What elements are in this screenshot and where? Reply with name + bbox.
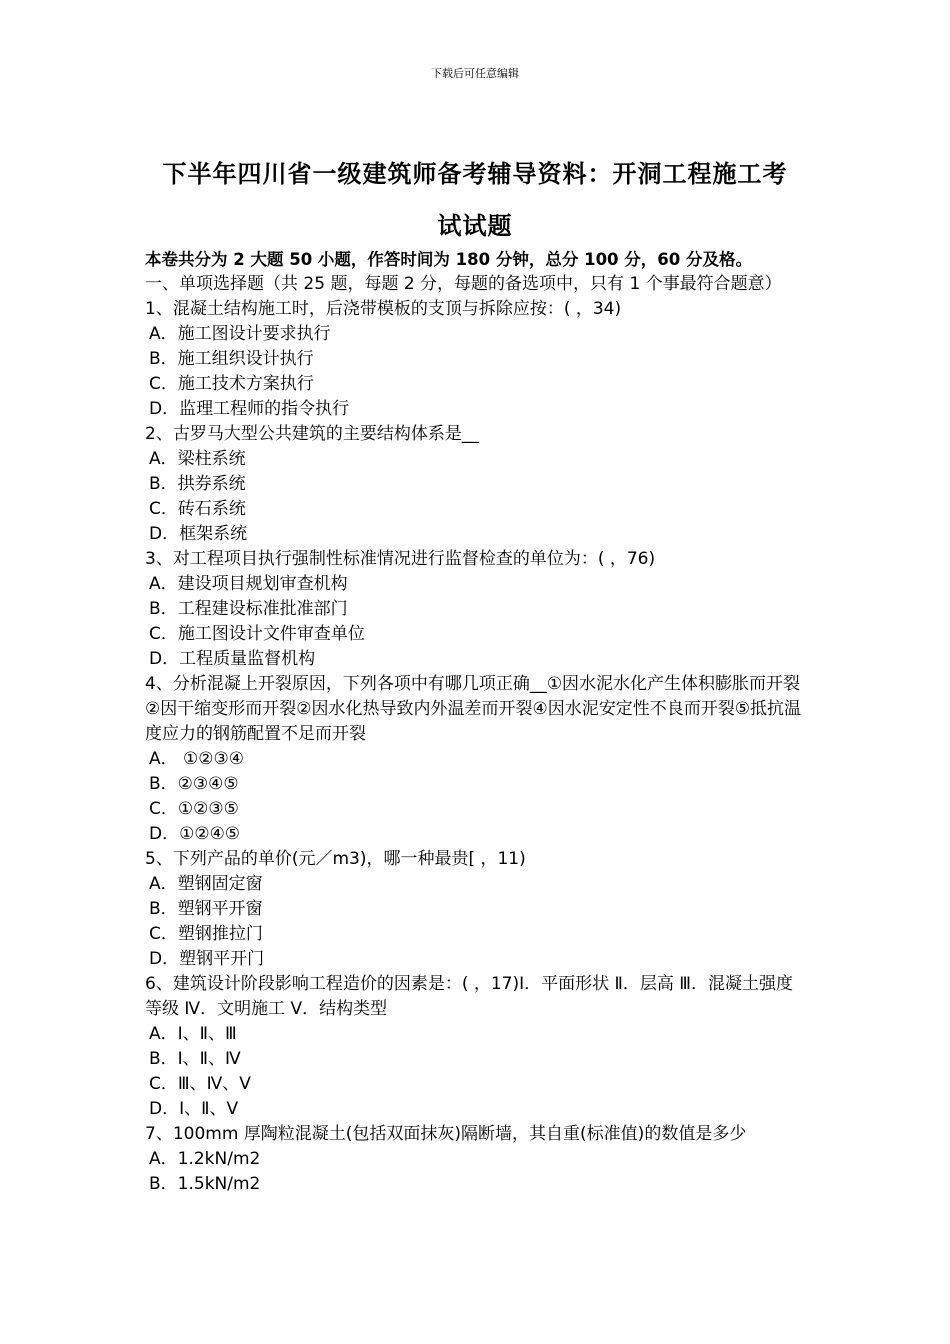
- question-stem: 1、混凝土结构施工时，后浇带模板的支顶与拆除应按：( ，34): [145, 299, 622, 319]
- question-option: B．工程建设标准批准部门: [149, 599, 348, 619]
- header-note: 下载后可任意编辑: [431, 67, 519, 80]
- question-option: D．框架系统: [149, 524, 248, 544]
- question-stem: 2、古罗马大型公共建筑的主要结构体系是__: [145, 424, 479, 444]
- question-stem: 7、100mm 厚陶粒混凝土(包括双面抹灰)隔断墙，其自重(标准值)的数值是多少: [145, 1124, 747, 1144]
- question-option: D．Ⅰ、Ⅱ、Ⅴ: [149, 1099, 239, 1119]
- question-stem: 6、建筑设计阶段影响工程造价的因素是：( ，17)Ⅰ．平面形状 Ⅱ．层高 Ⅲ．混凝土强度等级 Ⅳ．文明施工 Ⅴ．结构类型: [145, 974, 794, 1019]
- question-option: A．施工图设计要求执行: [149, 324, 331, 344]
- question-option: C．Ⅲ、Ⅳ、Ⅴ: [149, 1074, 251, 1094]
- question-stem: 5、下列产品的单价(元／m3)，哪一种最贵[ ，11): [145, 849, 526, 869]
- question-stem: 3、对工程项目执行强制性标准情况进行监督检查的单位为：( ，76): [145, 549, 656, 569]
- question-option: B．拱券系统: [149, 474, 246, 494]
- question-5: [145, 847, 810, 972]
- question-option: C．施工技术方案执行: [149, 374, 314, 394]
- question-option: D．①②④⑤: [149, 824, 241, 844]
- question-option: B．施工组织设计执行: [149, 349, 314, 369]
- question-option: B．②③④⑤: [149, 774, 239, 794]
- question-option: A．塑钢固定窗: [149, 874, 263, 894]
- question-option: B．Ⅰ、Ⅱ、Ⅳ: [149, 1049, 241, 1069]
- question-7: [145, 1122, 810, 1197]
- question-4: [145, 672, 810, 847]
- question-option: A．梁柱系统: [149, 449, 246, 469]
- question-option: A．建设项目规划审查机构: [149, 574, 348, 594]
- question-option: C．砖石系统: [149, 499, 246, 519]
- title-line-1: 下半年四川省一级建筑师备考辅导资料：开洞工程施工考: [162, 160, 788, 188]
- question-2: [145, 422, 810, 547]
- title-line-2: 试试题: [437, 212, 513, 240]
- question-option: C．施工图设计文件审查单位: [149, 624, 365, 644]
- question-1: [145, 297, 810, 422]
- question-6: [145, 972, 810, 1122]
- question-option: A．Ⅰ、Ⅱ、Ⅲ: [149, 1024, 237, 1044]
- question-3: [145, 547, 810, 672]
- question-stem: 4、分析混凝上开裂原因，下列各项中有哪几项正确__①因水泥水化产生体积膨胀而开裂②因干缩变形而开裂②因水化热导致内外温差而开裂④因水泥安定性不良而开裂⑤抵抗温度应力的钢筋配置不足而开裂: [145, 674, 801, 744]
- question-option: A． ①②③④: [149, 749, 244, 769]
- question-option: C．①②③⑤: [149, 799, 239, 819]
- section-heading: 一、单项选择题（共 25 题，每题 2 分，每题的备选项中，只有 1 个事最符合题意）: [145, 274, 782, 294]
- exam-intro: 本卷共分为 2 大题 50 小题，作答时间为 180 分钟，总分 100 分，60 分及格。: [145, 250, 752, 269]
- question-option: B．1.5kN/m2: [149, 1174, 261, 1194]
- question-option: D．塑钢平开门: [149, 949, 265, 969]
- question-option: D．工程质量监督机构: [149, 649, 316, 669]
- document-body: [145, 247, 810, 1197]
- question-option: A．1.2kN/m2: [149, 1149, 261, 1169]
- page-title: [100, 148, 850, 252]
- question-option: B．塑钢平开窗: [149, 899, 263, 919]
- question-option: C．塑钢推拉门: [149, 924, 263, 944]
- question-option: D．监理工程师的指令执行: [149, 399, 350, 419]
